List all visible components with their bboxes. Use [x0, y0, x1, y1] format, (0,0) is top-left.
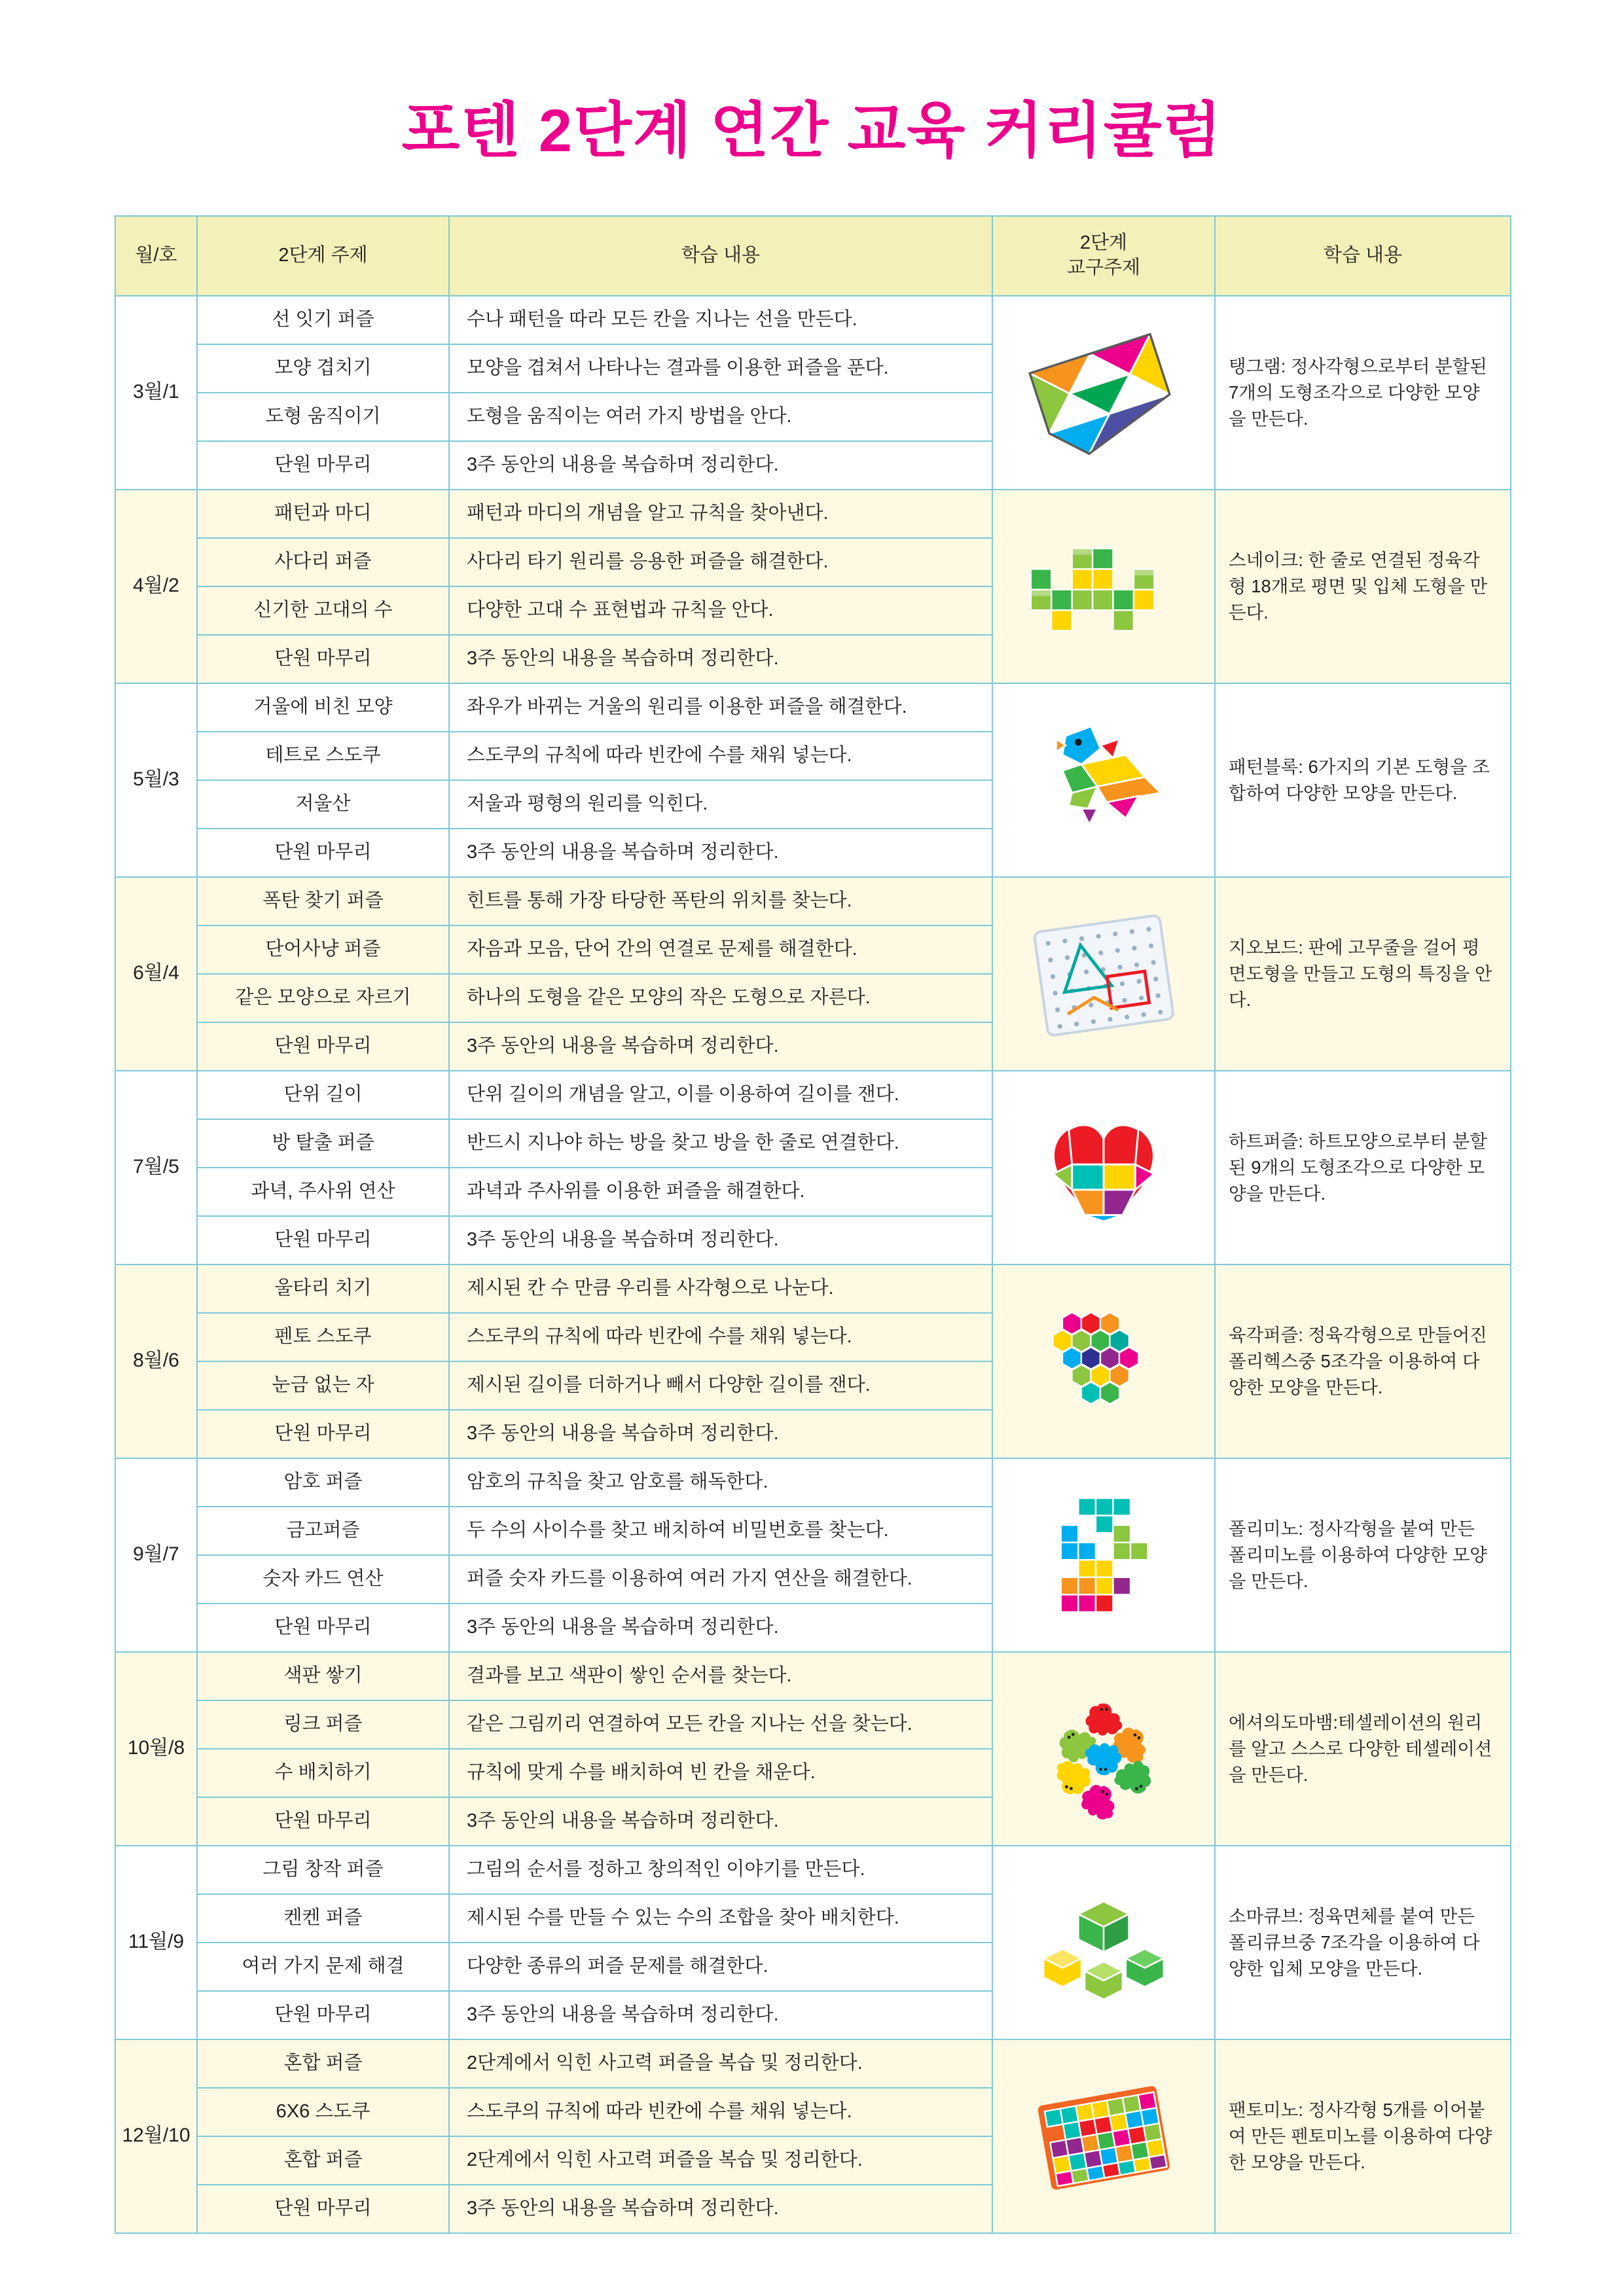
lesson-content-cell: 스도쿠의 규칙에 따라 빈칸에 수를 채워 넣는다.: [449, 2088, 992, 2136]
lesson-content-cell: 도형을 움직이는 여러 가지 방법을 안다.: [449, 393, 992, 441]
lesson-content-cell: 과녁과 주사위를 이용한 퍼즐을 해결한다.: [449, 1168, 992, 1216]
header-tool-content: 학습 내용: [1215, 216, 1511, 295]
lesson-content-cell: 2단계에서 익힌 사고력 퍼즐을 복습 및 정리한다.: [449, 2136, 992, 2185]
lesson-topic-cell: 단어사냥 퍼즐: [197, 925, 449, 974]
lesson-topic-cell: 켄켄 퍼즐: [197, 1894, 449, 1943]
lesson-content-cell: 수나 패턴을 따라 모든 칸을 지나는 선을 만든다.: [449, 296, 992, 344]
table-header-row: [115, 216, 1511, 295]
lesson-content-cell: 결과를 보고 색판이 쌓인 순서를 찾는다.: [449, 1652, 992, 1700]
snake-cube-icon: [1009, 505, 1199, 668]
tool-description-cell: 하트퍼즐: 하트모양으로부터 분할된 9개의 도형조각으로 다양한 모양을 만든다.: [1215, 1071, 1511, 1265]
lesson-topic-cell: 테트로 스도쿠: [197, 732, 449, 780]
soma-cube-icon: [1009, 1861, 1199, 2024]
lesson-content-cell: 다양한 고대 수 표현법과 규칙을 안다.: [449, 586, 992, 635]
lesson-topic-cell: 단원 마무리: [197, 441, 449, 490]
lesson-topic-cell: 폭탄 찾기 퍼즐: [197, 877, 449, 925]
month-cell: 11월/9: [115, 1846, 197, 2039]
table-row: [115, 1071, 1511, 1119]
lesson-content-cell: 힌트를 통해 가장 타당한 폭탄의 위치를 찾는다.: [449, 877, 992, 925]
tool-description-cell: 육각퍼즐: 정육각형으로 만들어진 폴리헥스중 5조각을 이용하여 다양한 모양을 만든다.: [1215, 1265, 1511, 1458]
table-row: [115, 1265, 1511, 1313]
lesson-content-cell: 3주 동안의 내용을 복습하며 정리한다.: [449, 1604, 992, 1652]
month-cell: 5월/3: [115, 683, 197, 877]
lesson-content-cell: 암호의 규칙을 찾고 암호를 해독한다.: [449, 1458, 992, 1507]
tool-image-cell: [992, 2039, 1215, 2233]
geoboard-icon: [1009, 892, 1199, 1056]
lesson-topic-cell: 단원 마무리: [197, 1604, 449, 1652]
lesson-topic-cell: 단위 길이: [197, 1071, 449, 1119]
tool-description-cell: 스네이크: 한 줄로 연결된 정육각형 18개로 평면 및 입체 도형을 만든다.: [1215, 490, 1511, 683]
lesson-content-cell: 반드시 지나야 하는 방을 찾고 방을 한 줄로 연결한다.: [449, 1119, 992, 1168]
lesson-topic-cell: 단원 마무리: [197, 2185, 449, 2233]
lesson-topic-cell: 색판 쌓기: [197, 1652, 449, 1700]
lesson-topic-cell: 신기한 고대의 수: [197, 586, 449, 635]
lesson-content-cell: 3주 동안의 내용을 복습하며 정리한다.: [449, 1216, 992, 1265]
month-cell: 7월/5: [115, 1071, 197, 1265]
lesson-topic-cell: 암호 퍼즐: [197, 1458, 449, 1507]
lesson-topic-cell: 혼합 퍼즐: [197, 2136, 449, 2185]
tool-image-cell: [992, 1265, 1215, 1458]
pentomino-icon: [1009, 2054, 1199, 2218]
month-cell: 4월/2: [115, 490, 197, 683]
lesson-content-cell: 퍼즐 숫자 카드를 이용하여 여러 가지 연산을 해결한다.: [449, 1555, 992, 1604]
lesson-topic-cell: 울타리 치기: [197, 1265, 449, 1313]
lesson-content-cell: 3주 동안의 내용을 복습하며 정리한다.: [449, 2185, 992, 2233]
hexagon-puzzle-icon: [1009, 1280, 1199, 1443]
lesson-topic-cell: 단원 마무리: [197, 1022, 449, 1071]
lesson-content-cell: 그림의 순서를 정하고 창의적인 이야기를 만든다.: [449, 1846, 992, 1894]
lesson-content-cell: 스도쿠의 규칙에 따라 빈칸에 수를 채워 넣는다.: [449, 732, 992, 780]
tool-description-cell: 소마큐브: 정육면체를 붙여 만든 폴리큐브중 7조각을 이용하여 다양한 입체 모양을 만든다.: [1215, 1846, 1511, 2039]
lesson-content-cell: 3주 동안의 내용을 복습하며 정리한다.: [449, 441, 992, 490]
lesson-topic-cell: 눈금 없는 자: [197, 1361, 449, 1410]
table-row: [115, 1846, 1511, 1894]
tool-description-cell: 탱그램: 정사각형으로부터 분할된 7개의 도형조각으로 다양한 모양을 만든다.: [1215, 296, 1511, 490]
tool-image-cell: [992, 296, 1215, 490]
page-title: 포텐 2단계 연간 교육 커리큘럼: [401, 98, 1223, 164]
month-cell: 6월/4: [115, 877, 197, 1071]
pattern-block-bird-icon: [1009, 698, 1199, 862]
month-cell: 3월/1: [115, 296, 197, 490]
curriculum-table: [115, 215, 1511, 2233]
tool-image-cell: [992, 1458, 1215, 1652]
tangram-icon: [1009, 311, 1199, 475]
lesson-topic-cell: 단원 마무리: [197, 829, 449, 877]
lesson-topic-cell: 도형 움직이기: [197, 393, 449, 441]
lesson-topic-cell: 단원 마무리: [197, 1797, 449, 1846]
lesson-topic-cell: 거울에 비친 모양: [197, 683, 449, 732]
tool-image-cell: [992, 1846, 1215, 2039]
month-cell: 12월/10: [115, 2039, 197, 2233]
lesson-content-cell: 패턴과 마디의 개념을 알고 규칙을 찾아낸다.: [449, 490, 992, 538]
table-row: [115, 490, 1511, 538]
lesson-content-cell: 같은 그림끼리 연결하여 모든 칸을 지나는 선을 찾는다.: [449, 1700, 992, 1749]
lesson-topic-cell: 숫자 카드 연산: [197, 1555, 449, 1604]
lesson-topic-cell: 링크 퍼즐: [197, 1700, 449, 1749]
lesson-topic-cell: 혼합 퍼즐: [197, 2039, 449, 2088]
lesson-topic-cell: 패턴과 마디: [197, 490, 449, 538]
tool-image-cell: [992, 683, 1215, 877]
lesson-content-cell: 두 수의 사이수를 찾고 배치하여 비밀번호를 찾는다.: [449, 1507, 992, 1555]
lesson-content-cell: 3주 동안의 내용을 복습하며 정리한다.: [449, 1410, 992, 1458]
lesson-content-cell: 제시된 칸 수 만큼 우리를 사각형으로 나눈다.: [449, 1265, 992, 1313]
header-content: 학습 내용: [449, 216, 992, 295]
header-topic: 2단계 주제: [197, 216, 449, 295]
tool-description-cell: 지오보드: 판에 고무줄을 걸어 평면도형을 만들고 도형의 특징을 안다.: [1215, 877, 1511, 1071]
lesson-content-cell: 2단계에서 익힌 사고력 퍼즐을 복습 및 정리한다.: [449, 2039, 992, 2088]
tool-description-cell: 팬토미노: 정사각형 5개를 이어붙여 만든 펜토미노를 이용하여 다양한 모양을 만든다.: [1215, 2039, 1511, 2233]
lesson-content-cell: 규칙에 맞게 수를 배치하여 빈 칸을 채운다.: [449, 1749, 992, 1797]
lesson-content-cell: 하나의 도형을 같은 모양의 작은 도형으로 자른다.: [449, 974, 992, 1022]
tool-image-cell: [992, 490, 1215, 683]
lesson-topic-cell: 단원 마무리: [197, 635, 449, 683]
table-body: [115, 296, 1511, 2233]
table-row: [115, 1652, 1511, 1700]
lesson-content-cell: 3주 동안의 내용을 복습하며 정리한다.: [449, 1797, 992, 1846]
lesson-topic-cell: 방 탈출 퍼즐: [197, 1119, 449, 1168]
lesson-content-cell: 단위 길이의 개념을 알고, 이를 이용하여 길이를 잰다.: [449, 1071, 992, 1119]
tool-image-cell: [992, 877, 1215, 1071]
lesson-topic-cell: 여러 가지 문제 해결: [197, 1943, 449, 1991]
lesson-content-cell: 제시된 길이를 더하거나 빼서 다양한 길이를 잰다.: [449, 1361, 992, 1410]
lesson-content-cell: 사다리 타기 원리를 응용한 퍼즐을 해결한다.: [449, 538, 992, 586]
lesson-topic-cell: 단원 마무리: [197, 1991, 449, 2039]
table-row: [115, 683, 1511, 732]
table-row: [115, 877, 1511, 925]
lesson-content-cell: 좌우가 바뀌는 거울의 원리를 이용한 퍼즐을 해결한다.: [449, 683, 992, 732]
heart-puzzle-icon: [1009, 1086, 1199, 1249]
lesson-topic-cell: 펜토 스도쿠: [197, 1313, 449, 1361]
lesson-content-cell: 3주 동안의 내용을 복습하며 정리한다.: [449, 1991, 992, 2039]
table-row: [115, 1458, 1511, 1507]
polymino-icon: [1009, 1473, 1199, 1637]
header-month: 월/호: [115, 216, 197, 295]
lesson-content-cell: 3주 동안의 내용을 복습하며 정리한다.: [449, 1022, 992, 1071]
lesson-topic-cell: 6X6 스도쿠: [197, 2088, 449, 2136]
lesson-topic-cell: 단원 마무리: [197, 1216, 449, 1265]
lesson-content-cell: 모양을 겹쳐서 나타나는 결과를 이용한 퍼즐을 푼다.: [449, 344, 992, 393]
lesson-topic-cell: 모양 겹치기: [197, 344, 449, 393]
lesson-content-cell: 3주 동안의 내용을 복습하며 정리한다.: [449, 829, 992, 877]
tool-image-cell: [992, 1071, 1215, 1265]
lesson-content-cell: 다양한 종류의 퍼즐 문제를 해결한다.: [449, 1943, 992, 1991]
lesson-topic-cell: 수 배치하기: [197, 1749, 449, 1797]
month-cell: 8월/6: [115, 1265, 197, 1458]
header-tool: 2단계 교구주제: [992, 216, 1215, 295]
lesson-topic-cell: 금고퍼즐: [197, 1507, 449, 1555]
lesson-topic-cell: 그림 창작 퍼즐: [197, 1846, 449, 1894]
lesson-topic-cell: 선 잇기 퍼즐: [197, 296, 449, 344]
lesson-content-cell: 저울과 평형의 원리를 익힌다.: [449, 780, 992, 829]
lesson-content-cell: 스도쿠의 규칙에 따라 빈칸에 수를 채워 넣는다.: [449, 1313, 992, 1361]
lesson-topic-cell: 같은 모양으로 자르기: [197, 974, 449, 1022]
tool-description-cell: 에셔의도마뱀:테셀레이션의 원리를 알고 스스로 다양한 테셀레이션을 만든다.: [1215, 1652, 1511, 1846]
tool-description-cell: 폴리미노: 정사각형을 붙여 만든 폴리미노를 이용하여 다양한 모양을 만든다.: [1215, 1458, 1511, 1652]
month-cell: 10월/8: [115, 1652, 197, 1846]
lesson-topic-cell: 사다리 퍼즐: [197, 538, 449, 586]
tessellation-icon: [1009, 1667, 1199, 1831]
table-row: [115, 2039, 1511, 2088]
tool-description-cell: 패턴블록: 6가지의 기본 도형을 조합하여 다양한 모양을 만든다.: [1215, 683, 1511, 877]
lesson-topic-cell: 단원 마무리: [197, 1410, 449, 1458]
lesson-topic-cell: 저울산: [197, 780, 449, 829]
table-row: [115, 296, 1511, 344]
lesson-content-cell: 제시된 수를 만들 수 있는 수의 조합을 찾아 배치한다.: [449, 1894, 992, 1943]
lesson-content-cell: 자음과 모음, 단어 간의 연결로 문제를 해결한다.: [449, 925, 992, 974]
tool-image-cell: [992, 1652, 1215, 1846]
month-cell: 9월/7: [115, 1458, 197, 1652]
lesson-topic-cell: 과녁, 주사위 연산: [197, 1168, 449, 1216]
lesson-content-cell: 3주 동안의 내용을 복습하며 정리한다.: [449, 635, 992, 683]
